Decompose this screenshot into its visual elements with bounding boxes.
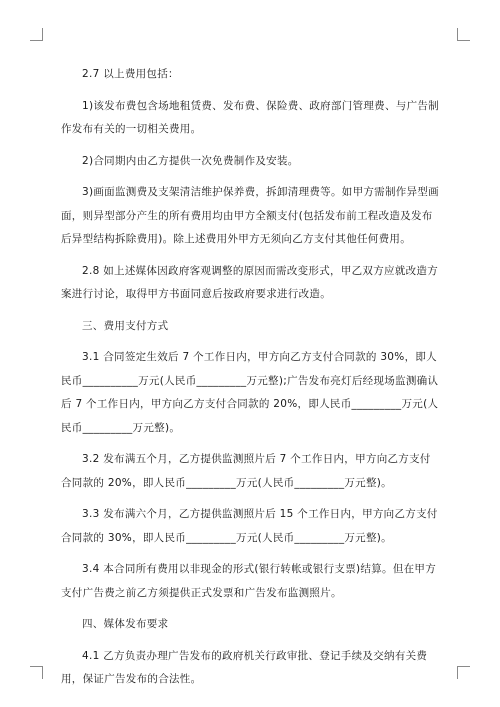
section-heading-media-requirements: 四、媒体发布要求 (82, 618, 169, 630)
paragraph-2-8: 2.8 如上述媒体因政府客观调整的原因而需改变形式，甲乙双方应就改造方案进行讨论，取得甲方书面同意后按政府要求进行改造。 (61, 264, 439, 300)
paragraph-item-2: 2)合同期内由乙方提供一次免费制作及安装。 (82, 154, 299, 167)
paragraph-item-1: 1)该发布费包含场地租赁费、发布费、保险费、政府部门管理费、与广告制作发布有关的一切相关费用。 (61, 99, 439, 135)
crop-mark-top-right (457, 28, 470, 41)
paragraph-item-3: 3)画面监测费及支架清洁维护保养费，拆卸清理费等。如甲方需制作异型画面，则异型部分产生的所有费用均由甲方全额支付(包括发布前工程改造及发布后异型结构拆除费用)。除上述费用外甲方无须向乙方支付其他任何费用。 (61, 186, 439, 245)
paragraph-3-1: 3.1 合同签定生效后 7 个工作日内，甲方向乙方支付合同款的 30%，即人民币__________万元(人民币_________万元整);广告发布亮灯后经现场监测确认后 7 个工作日内，甲方向乙方支付合同款的 20%，即人民币_________万元(人民币_________万元整)。 (61, 351, 439, 434)
crop-mark-top-left (30, 28, 43, 41)
section-heading-payment: 三、费用支付方式 (82, 319, 169, 332)
paragraph-3-2: 3.2 发布满五个月，乙方提供监测照片后 7 个工作日内，甲方向乙方支付合同款的 20%，即人民币_________万元(人民币_________万元整)。 (61, 453, 431, 489)
crop-mark-bottom-right (457, 666, 470, 679)
paragraph-2-7: 2.7 以上费用包括： (82, 68, 179, 80)
paragraph-4-1: 4.1 乙方负责办理广告发布的政府机关行政审批、登记手续及交纳有关费用，保证广告发布的合法性。 (61, 649, 428, 685)
document-page (61, 63, 439, 700)
paragraph-3-4: 3.4 本合同所有费用以非现金的形式(银行转帐或银行支票)结算。但在甲方支付广告费之前乙方须提供正式发票和广告发布监测照片。 (61, 563, 437, 599)
crop-mark-bottom-left (30, 666, 43, 679)
paragraph-3-3: 3.3 发布满六个月，乙方提供监测照片后 15 个工作日内，甲方向乙方支付合同款的 30%，即人民币_________万元(人民币_________万元整)。 (61, 508, 438, 544)
